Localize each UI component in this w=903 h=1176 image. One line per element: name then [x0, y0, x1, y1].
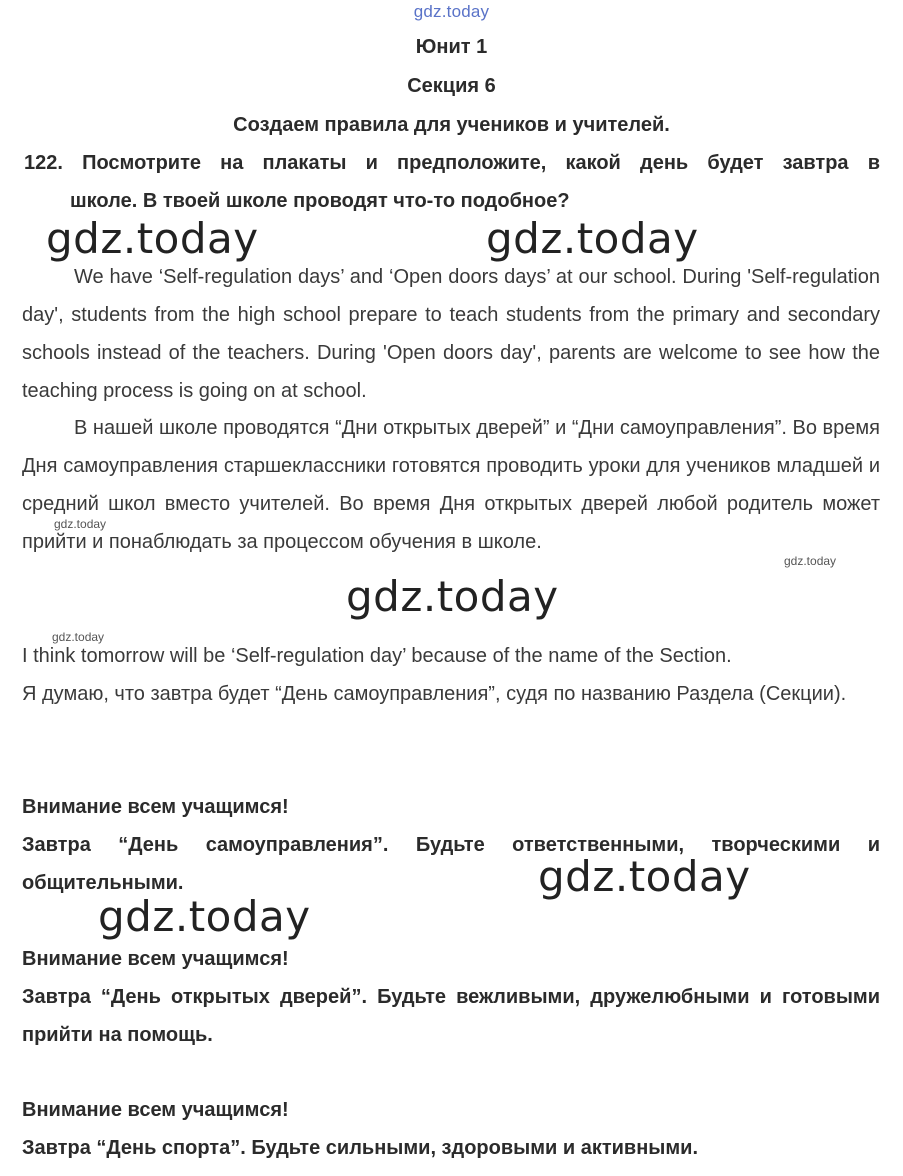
task-statement: [24, 144, 880, 220]
watermark-big-4: gdz.today: [538, 852, 751, 901]
watermark-top: gdz.today: [413, 2, 490, 21]
section-title: Секция 6: [407, 75, 496, 97]
poster-1-text: Завтра “День самоуправления”. Будьте ответственными, творческими и общительными.: [22, 834, 880, 894]
watermark-big-3: gdz.today: [346, 572, 559, 621]
poster-3-text: Завтра “День спорта”. Будьте сильными, здоровыми и активными.: [22, 1137, 699, 1159]
unit-title: Юнит 1: [415, 36, 488, 58]
poster-2-text: Завтра “День открытых дверей”. Будьте вежливыми, дружелюбными и готовыми прийти на помощь.: [22, 986, 880, 1046]
section-subtitle: Создаем правила для учеников и учителей.: [233, 114, 670, 136]
watermark-big-2: gdz.today: [486, 214, 699, 263]
watermark-big-1: gdz.today: [46, 214, 259, 263]
poster-2-heading: Внимание всем учащимся!: [22, 948, 289, 970]
answer-russian: В нашей школе проводятся “Дни открытых дверей” и “Дни самоуправления”. Во время Дня самоуправления старшеклассники готовятся проводить уроки для учеников младшей и средний школ вместо учителей. Во время Дня открытых дверей любой родитель может прийти и понаблюдать за процессом обучения в школе.: [22, 417, 880, 553]
answer-english: We have ‘Self-regulation days’ and ‘Open doors days’ at our school. During 'Self-regulation day', students from the high school prepare to teach students from the primary and secondary schools instead of the teachers. During 'Open doors day', parents are welcome to see how the teaching process is going on at school.: [22, 266, 880, 402]
poster-1-heading: Внимание всем учащимся!: [22, 796, 289, 818]
guess-russian: Я думаю, что завтра будет “День самоуправления”, судя по названию Раздела (Секции).: [22, 683, 847, 705]
watermark-small-2: gdz.today: [784, 554, 837, 568]
watermark-small-3: gdz.today: [52, 630, 105, 644]
poster-3-heading: Внимание всем учащимся!: [22, 1099, 289, 1121]
watermark-big-5: gdz.today: [98, 892, 311, 941]
watermark-small-1: gdz.today: [54, 517, 107, 531]
guess-english: I think tomorrow will be ‘Self-regulation day’ because of the name of the Section.: [22, 645, 732, 667]
task-line-1: 122. Посмотрите на плакаты и предположите, какой день будет завтра в: [24, 152, 880, 174]
task-line-2: школе. В твоей школе проводят что-то подобное?: [70, 190, 570, 212]
